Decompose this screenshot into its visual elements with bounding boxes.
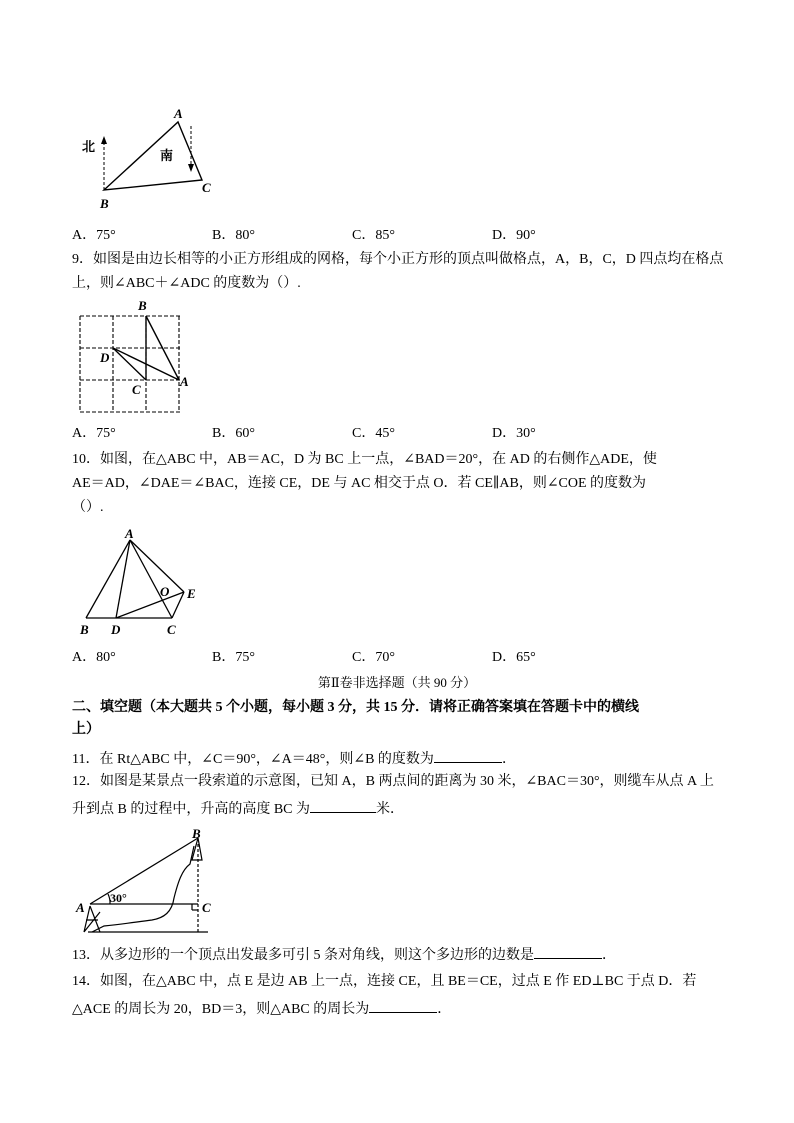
q12-cableway-figure [74, 826, 224, 936]
q14-answer-blank[interactable] [369, 998, 437, 1013]
q10-label-o: O [160, 584, 170, 599]
q9-label-b: B [138, 298, 147, 313]
q10-label-e: E [187, 586, 196, 601]
q9-label-a: A [180, 374, 189, 389]
q8-north-label: 北 [82, 139, 96, 154]
q9-label-d: D [100, 350, 110, 365]
q8-south-label: 南 [160, 148, 174, 163]
q10-option-d: D．65° [492, 650, 536, 665]
q14-line2 [72, 998, 451, 1020]
q14-text-line2: △ACE 的周长为 20，BD＝3，则△ABC 的周长为 [72, 1002, 370, 1017]
q10-text-line1: 10．如图，在△ABC 中，AB＝AC，D 为 BC 上一点，∠BAD＝20°，在 AD 的右侧作△ADE，使 [72, 452, 657, 467]
q14-end: ． [437, 1002, 452, 1017]
part2-title: 第Ⅱ卷非选择题（共 90 分） [317, 675, 477, 690]
q13-text: 13．从多边形的一个顶点出发最多可引 5 条对角线，则这个多边形的边数是 [72, 948, 534, 963]
q12-text-line2: 升到点 B 的过程中，升高的高度 BC 为 [72, 802, 311, 817]
section2-heading-line2: 上） [72, 722, 100, 737]
q11-line [72, 748, 516, 770]
q10-option-a: A．80° [72, 650, 116, 665]
q12-label-c: C [202, 900, 211, 915]
q8-triangle [104, 122, 202, 190]
q12-end: 米． [376, 802, 405, 817]
q13-end: ． [602, 948, 616, 963]
q10-label-d: D [111, 622, 121, 637]
q12-answer-blank[interactable] [310, 798, 376, 813]
q10-label-b: B [80, 622, 89, 637]
section2-heading-line1: 二、填空题（本大题共 5 个小题，每小题 3 分，共 15 分．请将正确答案填在答题卡中的横线 [72, 700, 639, 715]
q12-label-b: B [192, 826, 201, 841]
q12-line2 [72, 798, 404, 820]
q10-option-c: C．70° [352, 650, 395, 665]
q10-figure [74, 526, 210, 640]
q12-angle-label: 30° [110, 891, 127, 905]
q11-text: 11．在 Rt△ABC 中，∠C＝90°，∠A＝48°，则∠B 的度数为 [72, 752, 434, 767]
q10-text-line2: AE＝AD，∠DAE＝∠BAC，连接 CE，DE 与 AC 相交于点 O．若 CE∥AB，则∠COE 的度数为 [72, 476, 647, 491]
q9-label-c: C [132, 382, 141, 397]
q8-option-d: D．90° [492, 228, 536, 243]
q9-option-c: C．45° [352, 426, 395, 441]
q10-option-b: B．75° [212, 650, 255, 665]
q9-option-b: B．60° [212, 426, 255, 441]
q14-text-line1: 14．如图，在△ABC 中，点 E 是边 AB 上一点，连接 CE，且 BE＝CE，过点 E 作 ED⊥BC 于点 D．若 [72, 974, 697, 989]
q9-text-line2: 上，则∠ABC＋∠ADC 的度数为（）. [72, 276, 301, 291]
q8-figure [78, 104, 218, 212]
q9-text-line1: 9．如图是由边长相等的小正方形组成的网格，每个小正方形的顶点叫做格点，A，B，C，D 四点均在格点 [72, 252, 724, 267]
q11-end: ． [501, 752, 516, 767]
q8-label-a: A [174, 106, 183, 121]
q8-label-b: B [100, 196, 109, 211]
q12-text-line1: 12．如图是某景点一段索道的示意图，已知 A，B 两点间的距离为 30 米，∠BAC＝30°，则缆车从点 A 上 [72, 774, 714, 789]
q8-option-c: C．85° [352, 228, 395, 243]
q13-line [72, 944, 616, 966]
q9-grid-figure [76, 296, 196, 414]
q12-label-a: A [76, 900, 85, 915]
q8-option-b: B．80° [212, 228, 255, 243]
q10-label-c: C [167, 622, 176, 637]
q8-label-c: C [202, 180, 211, 195]
q8-option-a: A．75° [72, 228, 116, 243]
q9-option-a: A．75° [72, 426, 116, 441]
q10-text-line3: （）. [72, 500, 104, 515]
q13-answer-blank[interactable] [534, 944, 602, 959]
q11-answer-blank[interactable] [434, 748, 502, 763]
q9-option-d: D．30° [492, 426, 536, 441]
q10-label-a: A [125, 526, 134, 541]
